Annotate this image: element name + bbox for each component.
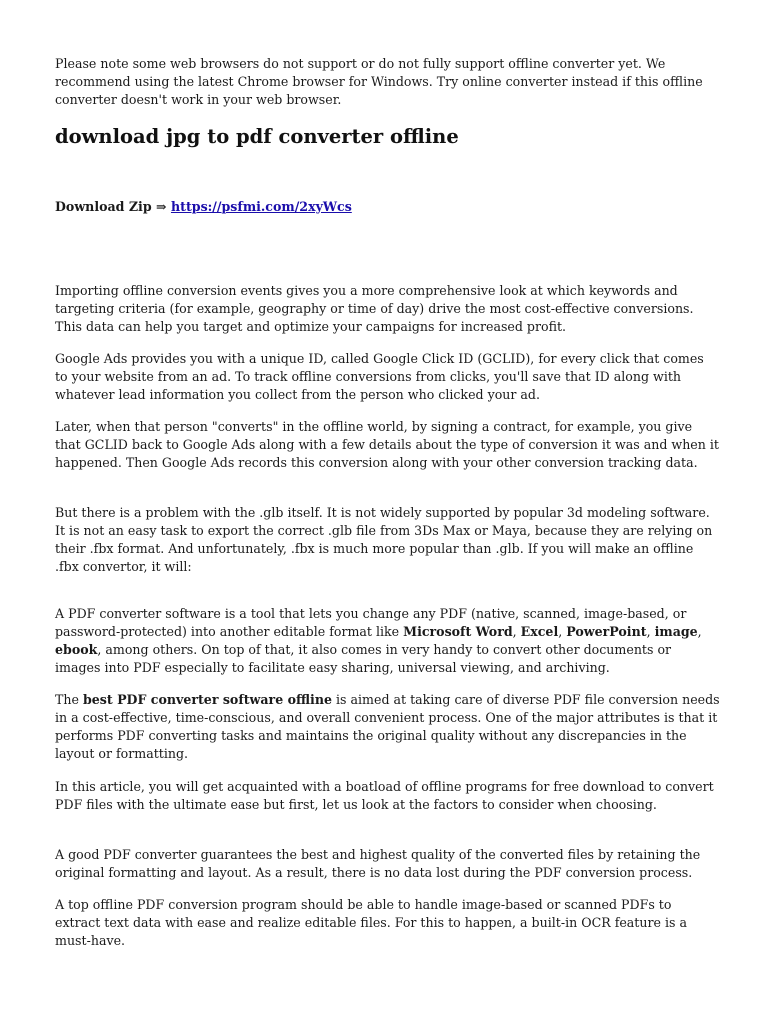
paragraph-1: Importing offline conversion events gives you a more comprehensive look at which keywords and targeting criteria (for example, geography or time of day) drive the most cost-effective conversions. This data can help you target and optimize your campaigns for increased profit. <box>55 283 694 334</box>
paragraph-3: Later, when that person "converts" in the offline world, by signing a contract, for example, you give that GCLID back to Google Ads along with a few details about the type of conversion it was and when it happened. Then Google Ads records this conversion along with your other conversion tracking data. <box>55 419 719 470</box>
paragraph-5: A PDF converter software is a tool that lets you change any PDF (native, scanned, image-based, or password-protected) into another editable format like Microsoft Word, Excel, PowerPoint, image, ebook, among others. On top of that, it also comes in very handy to convert other documents or images into PDF especially to facilitate easy sharing, universal viewing, and archiving. <box>55 606 702 675</box>
download-label: Download Zip ⇒ <box>55 199 171 214</box>
paragraph-9: A top offline PDF conversion program should be able to handle image-based or scanned PDFs to extract text data with ease and realize editable files. For this to happen, a built-in OCR feature is a must-have. <box>55 897 687 948</box>
paragraph-7: In this article, you will get acquainted with a boatload of offline programs for free download to convert PDF files with the ultimate ease but first, let us look at the factors to consider when choosing. <box>55 779 714 812</box>
download-link[interactable]: https://psfmi.com/2xyWcs <box>170 199 352 214</box>
download-line <box>55 198 352 216</box>
paragraph-6: The best PDF converter software offline is aimed at taking care of diverse PDF file conversion needs in a cost-effective, time-conscious, and overall convenient process. One of the major attributes is that it performs PDF converting tasks and maintains the original quality without any discrepancies in the layout or formatting. <box>55 692 720 761</box>
paragraph-2: Google Ads provides you with a unique ID, called Google Click ID (GCLID), for every click that comes to your website from an ad. To track offline conversions from clicks, you'll save that ID along with whatever lead information you collect from the person who clicked your ad. <box>55 351 704 402</box>
paragraph-4: But there is a problem with the .glb itself. It is not widely supported by popular 3d modeling software. It is not an easy task to export the correct .glb file from 3Ds Max or Maya, because they are relying on their .fbx format. And unfortunately, .fbx is much more popular than .glb. If you will make an offline .fbx convertor, it will: <box>55 505 713 574</box>
paragraph-8: A good PDF converter guarantees the best and highest quality of the converted files by retaining the original formatting and layout. As a result, there is no data lost during the PDF conversion process. <box>55 847 701 880</box>
page-title: download jpg to pdf converter offline <box>55 125 459 148</box>
intro-paragraph: Please note some web browsers do not support or do not fully support offline converter yet. We recommend using the latest Chrome browser for Windows. Try online converter instead if this offline converter doesn't work in your web browser. <box>55 56 703 107</box>
